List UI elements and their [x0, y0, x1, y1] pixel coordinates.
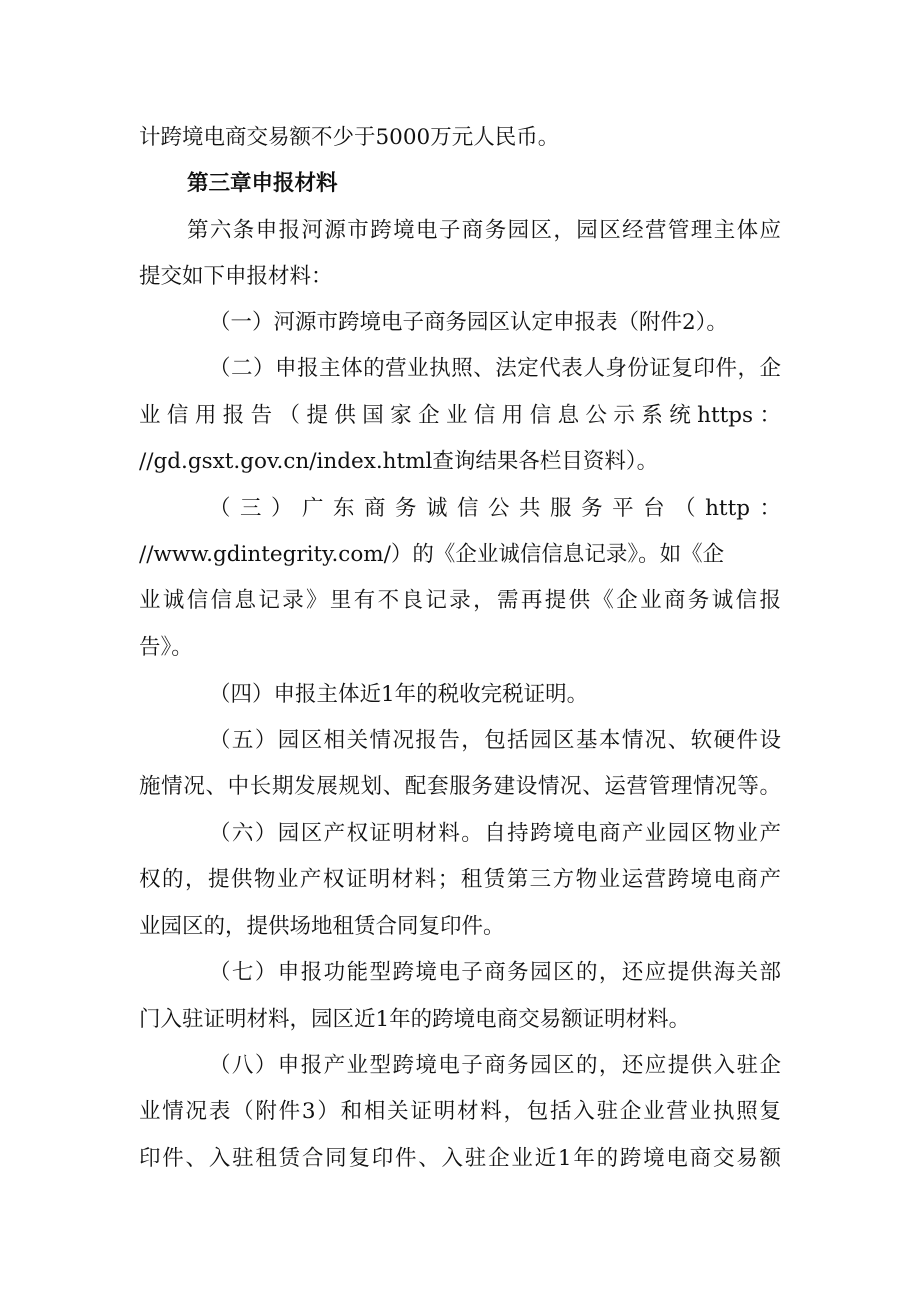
list-item-8: （八）申报产业型跨境电子商务园区的，还应提供入驻企: [209, 1053, 781, 1078]
list-item-7: （七）申报功能型跨境电子商务园区的，还应提供海关部: [209, 960, 781, 985]
list-item-4: （四）申报主体近1年的税收完税证明。: [209, 682, 589, 707]
list-item-2: （二）申报主体的营业执照、法定代表人身份证复印件，企: [209, 356, 781, 381]
list-item-5: （五）园区相关情况报告，包括园区基本情况、软硬件设: [209, 728, 781, 753]
paragraph-line: 告》。: [139, 635, 193, 660]
paragraph-line: 权的，提供物业产权证明材料；租赁第三方物业运营跨境电商产: [139, 867, 781, 892]
paragraph-line: 第六条申报河源市跨境电子商务园区，园区经营管理主体应: [187, 218, 781, 243]
paragraph-line: 业信用报告（提供国家企业信用信息公示系统https：: [139, 403, 781, 428]
paragraph-line: //gd.gsxt.gov.cn/index.html查询结果各栏目资料）。: [139, 449, 659, 474]
paragraph-line: 印件、入驻租赁合同复印件、入驻企业近1年的跨境电商交易额: [139, 1146, 781, 1171]
paragraph-line: 计跨境电商交易额不少于5000万元人民币。: [139, 125, 560, 150]
paragraph-line: 门入驻证明材料，园区近1年的跨境电商交易额证明材料。: [139, 1007, 691, 1032]
paragraph-line: 业园区的，提供场地租赁合同复印件。: [139, 914, 505, 939]
list-item-1: （一）河源市跨境电子商务园区认定申报表（附件2）。: [209, 310, 728, 335]
chapter-heading: 第三章申报材料: [187, 171, 338, 196]
list-item-3: （三）广东商务诚信公共服务平台（http：: [209, 496, 781, 521]
paragraph-line: 提交如下申报材料：: [139, 264, 333, 289]
paragraph-line: 业诚信信息记录》里有不良记录，需再提供《企业商务诚信报: [139, 588, 781, 613]
list-item-6: （六）园区产权证明材料。自持跨境电商产业园区物业产: [209, 821, 781, 846]
paragraph-line: 业情况表（附件3）和相关证明材料，包括入驻企业营业执照复: [139, 1099, 781, 1124]
paragraph-line: //www.gdintegrity.com/）的《企业诚信信息记录》。如《企: [139, 542, 725, 567]
paragraph-line: 施情况、中长期发展规划、配套服务建设情况、运营管理情况等。: [139, 774, 781, 799]
